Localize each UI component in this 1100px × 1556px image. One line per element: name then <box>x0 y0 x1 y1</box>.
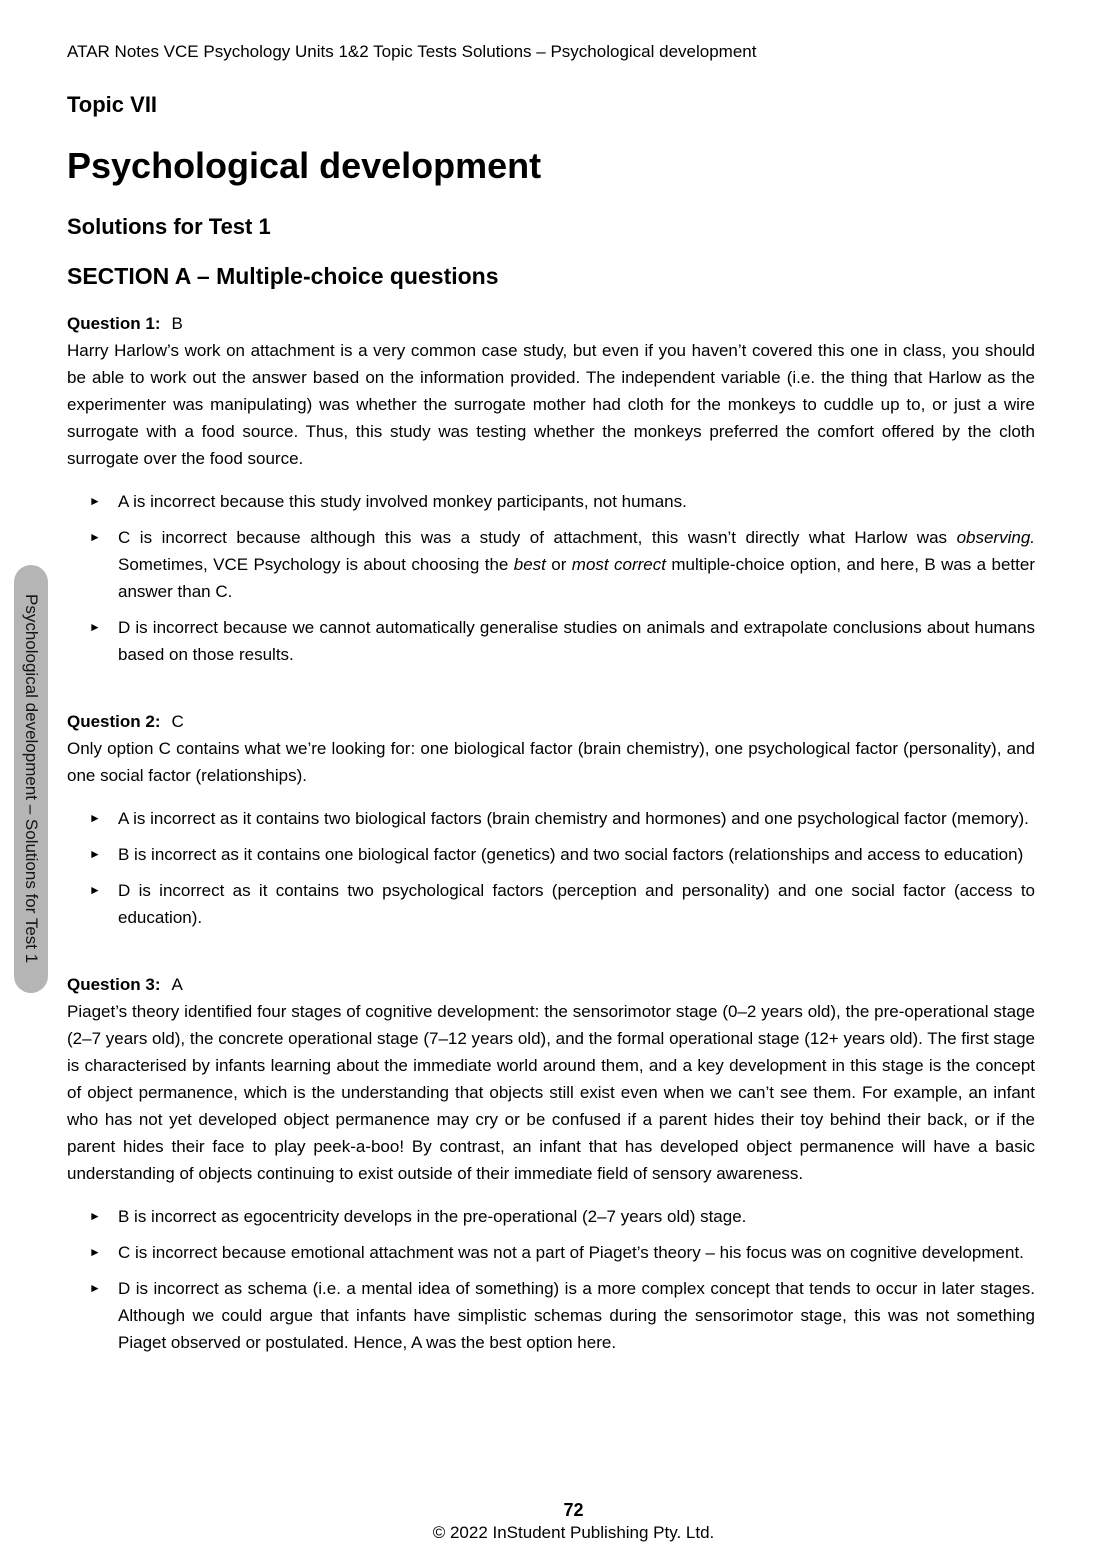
triangle-bullet-icon: ► <box>89 1245 101 1259</box>
option-explanation-item <box>67 1275 1035 1356</box>
text-segment: D is incorrect because we cannot automatically generalise studies on animals and extrapolate conclusions about humans based on those results. <box>118 618 1035 664</box>
italic-text: most correct <box>571 555 666 574</box>
text-segment: or <box>545 555 572 574</box>
triangle-bullet-icon: ► <box>89 883 101 897</box>
italic-text: observing. <box>956 528 1035 547</box>
text-segment: multiple-choice option, and here, B was a better answer than C. <box>118 555 1035 601</box>
page-content <box>67 0 1035 1356</box>
option-explanation-item <box>67 488 1035 515</box>
question-heading <box>67 971 1035 998</box>
question-answer: A <box>171 975 183 994</box>
question-1 <box>67 310 1035 668</box>
text-segment: B is incorrect as it contains one biological factor (genetics) and two social factors (relationships and access to education) <box>118 845 1024 864</box>
question-explanation: Only option C contains what we’re looking for: one biological factor (brain chemistry), one psychological factor (personality), and one social factor (relationships). <box>67 739 1035 785</box>
page-title: Psychological development <box>67 145 542 186</box>
question-explanation: Piaget’s theory identified four stages of cognitive development: the sensorimotor stage (0–2 years old), the pre-operational stage (2–7 years old), the concrete operational stage (7–12 years old), and the formal operational stage (12+ years old). The first stage is characterised by infants learning about the immediate world around them, and a key development in this stage is the concept of object permanence, which is the understanding that objects still exist even when we can’t see them. For example, an infant who has not yet developed object permanence may cry or be confused if a parent hides their toy behind their back, or if the parent hides their face to play peek-a-boo! By contrast, an infant that has developed object permanence will have a basic understanding of objects continuing to exist outside of their immediate field of sensory awareness. <box>67 1002 1035 1183</box>
questions-container <box>67 310 1035 1356</box>
question-label: Question 1: <box>67 314 161 333</box>
triangle-bullet-icon: ► <box>89 1281 101 1295</box>
text-segment: A is incorrect as it contains two biological factors (brain chemistry and hormones) and one psychological factor (memory). <box>118 809 1029 828</box>
copyright-line: © 2022 InStudent Publishing Pty. Ltd. <box>432 1523 715 1542</box>
topic-label: Topic VII <box>67 92 158 117</box>
question-2 <box>67 708 1035 931</box>
triangle-bullet-icon: ► <box>89 811 101 825</box>
question-explanation: Harry Harlow’s work on attachment is a very common case study, but even if you haven’t covered this one in class, you should be able to work out the answer based on the information provided. The independent variable (i.e. the thing that Harlow as the experimenter was manipulating) was whether the surrogate mother had cloth for the monkeys to cuddle up to, or just a wire surrogate with a food source. Thus, this study was testing whether the monkeys preferred the comfort offered by the cloth surrogate over the food source. <box>67 341 1035 468</box>
page-footer <box>67 1499 1080 1544</box>
question-heading <box>67 708 1035 735</box>
question-3 <box>67 971 1035 1356</box>
question-heading <box>67 310 1035 337</box>
option-explanations <box>67 488 1035 668</box>
question-label: Question 3: <box>67 975 161 994</box>
triangle-bullet-icon: ► <box>89 620 101 634</box>
text-segment: Sometimes, VCE Psychology is about choosing the <box>118 555 514 574</box>
question-answer: C <box>171 712 184 731</box>
subtitle: Solutions for Test 1 <box>67 214 271 239</box>
italic-text: best <box>513 555 546 574</box>
text-segment: A is incorrect because this study involved monkey participants, not humans. <box>118 492 687 511</box>
triangle-bullet-icon: ► <box>89 847 101 861</box>
option-explanation-item <box>67 841 1035 868</box>
text-segment: C is incorrect because although this was a study of attachment, this wasn’t directly what Harlow was <box>118 528 957 547</box>
text-segment: B is incorrect as egocentricity develops in the pre-operational (2–7 years old) stage. <box>118 1207 747 1226</box>
option-explanation-item <box>67 524 1035 605</box>
option-explanation-item <box>67 614 1035 668</box>
option-explanation-item <box>67 1239 1035 1266</box>
question-answer: B <box>171 314 183 333</box>
triangle-bullet-icon: ► <box>89 494 101 508</box>
question-label: Question 2: <box>67 712 161 731</box>
triangle-bullet-icon: ► <box>89 1209 101 1223</box>
running-header: ATAR Notes VCE Psychology Units 1&2 Topic Tests Solutions – Psychological development <box>67 42 757 61</box>
triangle-bullet-icon: ► <box>89 530 101 544</box>
text-segment: D is incorrect as it contains two psychological factors (perception and personality) and one social factor (access to education). <box>118 881 1035 927</box>
text-segment: C is incorrect because emotional attachment was not a part of Piaget’s theory – his focus was on cognitive development. <box>118 1243 1024 1262</box>
page-number: 72 <box>563 1500 584 1520</box>
option-explanation-item <box>67 877 1035 931</box>
section-heading: SECTION A – Multiple-choice questions <box>67 263 499 289</box>
option-explanation-item <box>67 1203 1035 1230</box>
text-segment: D is incorrect as schema (i.e. a mental idea of something) is a more complex concept that tends to occur in later stages. Although we could argue that infants have simplistic schemas during the sensorimotor stage, this was not something Piaget observed or postulated. Hence, A was the best option here. <box>118 1279 1035 1352</box>
option-explanations <box>67 1203 1035 1356</box>
sidebar-tab-label: Psychological development – Solutions for Test 1 <box>22 594 41 964</box>
sidebar-tab <box>14 565 48 993</box>
option-explanation-item <box>67 805 1035 832</box>
option-explanations <box>67 805 1035 931</box>
